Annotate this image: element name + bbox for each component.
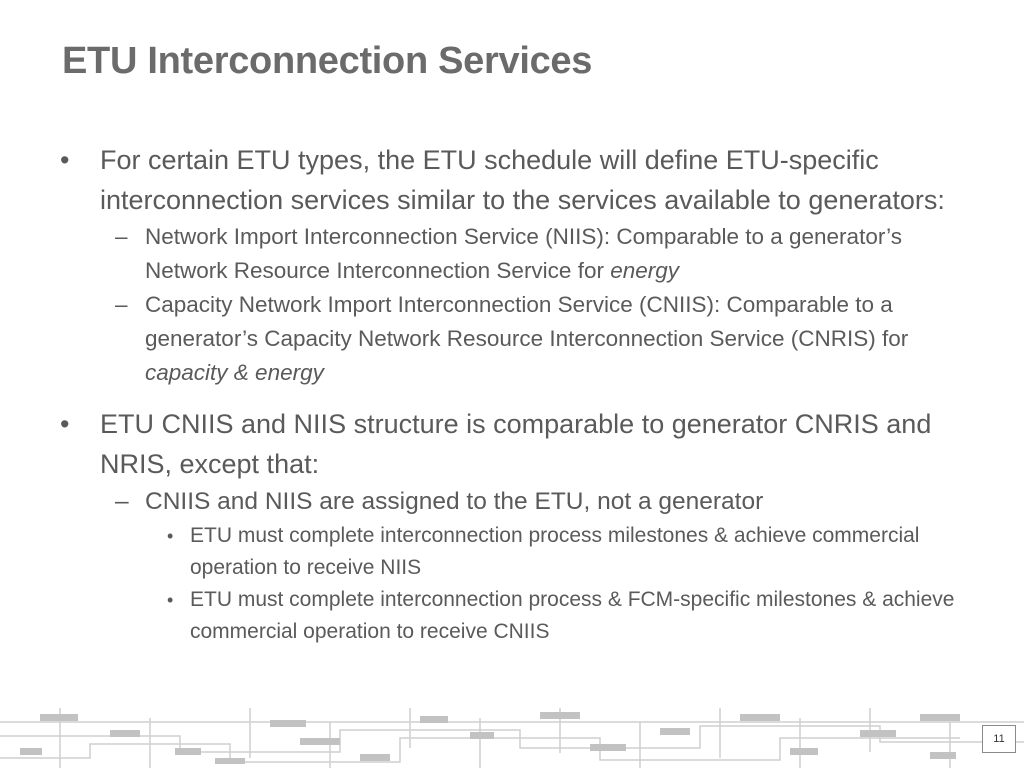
sub-sub-bullet-niis-text: ETU must complete interconnection process milestones & achieve commercial operation to receive NIIS (190, 524, 920, 579)
slide-title: ETU Interconnection Services (62, 40, 593, 82)
sub-sub-bullet-cniis (60, 584, 980, 648)
sub-bullet-assignment (60, 484, 980, 520)
bullet-mark: • (167, 526, 174, 546)
bullet-1 (60, 140, 980, 220)
sub-bullet-niis (60, 220, 980, 288)
sub-sub-bullet-cniis-text: ETU must complete interconnection process & FCM-specific milestones & achieve commercial operation to receive CNIIS (190, 588, 955, 643)
bullet-mark: • (60, 145, 70, 175)
dash-mark: – (115, 488, 129, 515)
sub-bullet-cniis-emphasis: capacity & energy (145, 360, 324, 385)
sub-bullet-assignment-text: CNIIS and NIIS are assigned to the ETU, not a generator (145, 488, 764, 515)
dash-mark: – (115, 292, 128, 317)
bullet-2 (60, 404, 980, 484)
sub-bullet-cniis (60, 288, 980, 390)
bullet-mark: • (60, 409, 70, 439)
footer-circuit-decoration (0, 708, 1024, 768)
dash-mark: – (115, 224, 128, 249)
bullet-1-text: For certain ETU types, the ETU schedule will define ETU-specific interconnection services similar to the services available to generators: (100, 145, 945, 215)
sub-sub-bullet-niis (60, 520, 980, 584)
sub-bullet-cniis-text: Capacity Network Import Interconnection Service (CNIIS): Comparable to a generator’s Capacity Network Resource Interconnection Service (CNRIS) for (145, 292, 909, 351)
bullet-2-text: ETU CNIIS and NIIS structure is comparable to generator CNRIS and NRIS, except that: (100, 409, 932, 479)
sub-bullet-niis-emphasis: energy (610, 258, 680, 283)
slide-content (60, 140, 980, 648)
sub-bullet-niis-text: Network Import Interconnection Service (NIIS): Comparable to a generator’s Network Resource Interconnection Service for (145, 224, 903, 283)
bullet-mark: • (167, 590, 174, 610)
page-number: 11 (982, 725, 1016, 753)
